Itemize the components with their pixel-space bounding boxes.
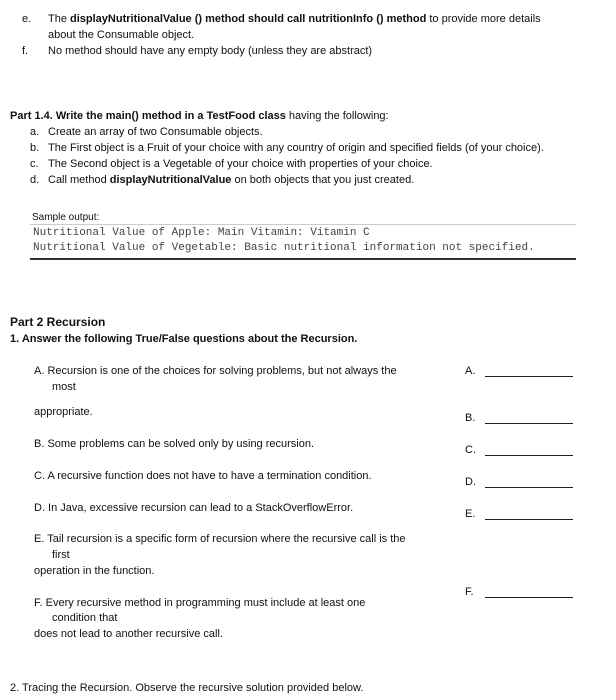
answer-label-d: D. <box>465 476 476 488</box>
list-item-f: No method should have any empty body (unless they are abstract) <box>48 45 373 57</box>
question-2-prompt: 2. Tracing the Recursion. Observe the recursive solution provided below. <box>10 682 364 694</box>
answer-label-c: C. <box>465 444 476 456</box>
sample-output-label: Sample output: <box>32 212 100 223</box>
list-marker-f: f. <box>22 45 29 57</box>
part-2-heading: Part 2 Recursion <box>10 315 106 329</box>
list-item-e-continuation: about the Consumable object. <box>48 29 195 41</box>
list-item-e <box>48 13 541 25</box>
statement-a-line-1: A. Recursion is one of the choices for solving problems, but not always the <box>34 365 397 377</box>
statement-a-line-2: most <box>52 381 76 393</box>
statement-f-line-3: does not lead to another recursive call. <box>34 628 223 640</box>
statement-e-line-1: E. Tail recursion is a specific form of recursion where the recursive call is the <box>34 533 406 545</box>
statement-a-line-3: appropriate. <box>34 406 93 418</box>
statement-d: D. In Java, excessive recursion can lead to a StackOverflowError. <box>34 502 354 514</box>
list-marker-e: e. <box>22 13 32 25</box>
part-1-4-heading-bold: Part 1.4. Write the main() method in a TestFood class <box>10 110 286 122</box>
answer-label-e: E. <box>465 508 476 520</box>
sample-output-line-2: Nutritional Value of Vegetable: Basic nutritional information not specified. <box>33 242 535 254</box>
item-d-pre: Call method <box>48 174 110 186</box>
answer-blank-f[interactable] <box>485 597 573 598</box>
answer-blank-d[interactable] <box>485 487 573 488</box>
list-marker-b: b. <box>30 142 40 154</box>
answer-label-a: A. <box>465 365 476 377</box>
item-d-bold: displayNutritionalValue <box>109 174 232 186</box>
question-1-prompt: 1. Answer the following True/False questions about the Recursion. <box>10 333 358 345</box>
item-e-bold: displayNutritionalValue () method should call nutritionInfo () method <box>70 13 427 25</box>
statement-e-line-2: first <box>52 549 70 561</box>
item-e-pre: The <box>48 13 71 25</box>
part-1-4-heading <box>10 110 389 122</box>
statement-f-line-1: F. Every recursive method in programming must include at least one <box>34 597 366 609</box>
statement-c: C. A recursive function does not have to have a termination condition. <box>34 470 372 482</box>
item-e-post: to provide more details <box>426 13 541 25</box>
list-marker-c: c. <box>30 158 39 170</box>
answer-blank-b[interactable] <box>485 423 573 424</box>
answer-blank-c[interactable] <box>485 455 573 456</box>
statement-b: B. Some problems can be solved only by using recursion. <box>34 438 315 450</box>
sample-output-top-rule <box>30 224 576 225</box>
list-item-a: Create an array of two Consumable objects. <box>48 126 263 138</box>
answer-blank-e[interactable] <box>485 519 573 520</box>
item-d-post: on both objects that you just created. <box>231 174 415 186</box>
answer-blank-a[interactable] <box>485 376 573 377</box>
list-item-b: The First object is a Fruit of your choice with any country of origin and specified fields (of your choice). <box>48 142 544 154</box>
list-item-c: The Second object is a Vegetable of your choice with properties of your choice. <box>48 158 433 170</box>
list-item-d <box>48 174 414 186</box>
statement-e-line-3: operation in the function. <box>34 565 155 577</box>
list-marker-a: a. <box>30 126 40 138</box>
part-1-4-heading-rest: having the following: <box>285 110 389 122</box>
answer-label-b: B. <box>465 412 476 424</box>
list-marker-d: d. <box>30 174 40 186</box>
sample-output-line-1: Nutritional Value of Apple: Main Vitamin: Vitamin C <box>33 227 370 239</box>
statement-f-line-2: condition that <box>52 612 118 624</box>
answer-label-f: F. <box>465 586 474 598</box>
sample-output-bottom-rule <box>30 258 576 260</box>
